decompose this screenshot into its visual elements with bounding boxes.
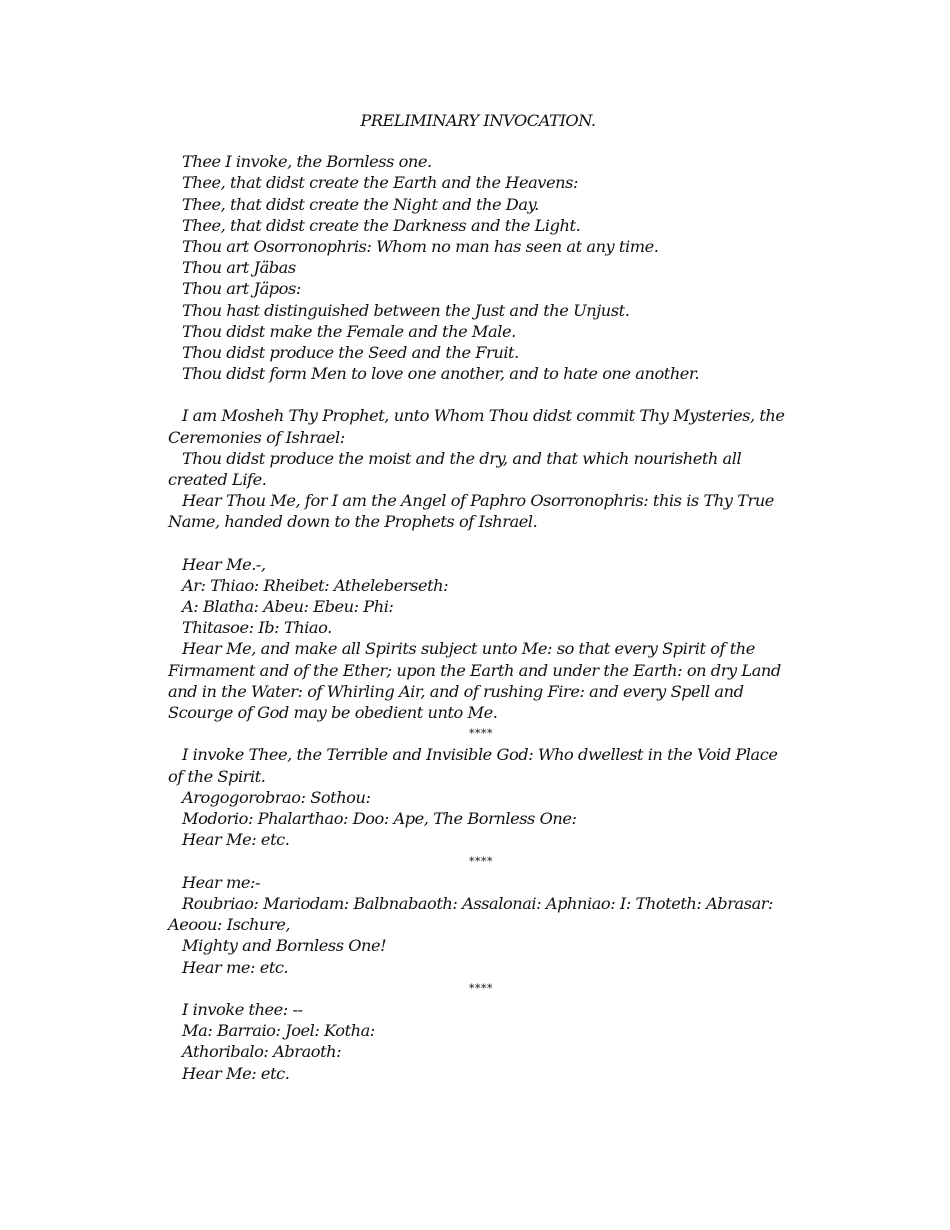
text-line: Thitasoe: Ib: Thiao. [182, 618, 332, 638]
text-line: Hear me: etc. [182, 957, 289, 977]
text-line: Thee, that didst create the Earth and the Heavens: [182, 173, 578, 193]
text-line: Thou art Osorronophris: Whom no man has seen at any time. [182, 237, 659, 257]
text-line: Athoribalo: Abraoth: [182, 1042, 342, 1062]
text-line: Hear Me: etc. [182, 830, 290, 850]
invocation-section-3 [168, 554, 788, 724]
text-line: Hear Me: etc. [182, 1063, 290, 1083]
page-title: PRELIMINARY INVOCATION. [360, 111, 596, 130]
text-line: Thou didst form Men to love one another, and to hate one another. [182, 364, 700, 384]
invocation-section-4 [168, 744, 788, 850]
text-line: I invoke thee: -- [182, 999, 303, 1019]
section-separator: **** [469, 727, 493, 741]
text-line: Hear me:- [182, 872, 261, 892]
invocation-section-2 [168, 405, 788, 532]
text-line: Thou didst make the Female and the Male. [182, 321, 516, 341]
text-line: Hear Me.-, [182, 554, 266, 574]
text-line: Modorio: Phalarthao: Doo: Ape, The Bornless One: [182, 809, 577, 829]
text-paragraph: Roubriao: Mariodam: Balbnabaoth: Assalonai: Aphniao: I: Thoteth: Abrasar: Aeoou: Ischure, [168, 893, 774, 935]
text-paragraph: Hear Thou Me, for I am the Angel of Paphro Osorronophris: this is Thy True Name, handed down to the Prophets of Ishrael. [168, 491, 774, 532]
document-page [168, 110, 788, 1084]
text-paragraph: Thou didst produce the moist and the dry, and that which nourisheth all created Life. [168, 448, 742, 490]
text-line: Thee I invoke, the Bornless one. [182, 152, 432, 172]
text-paragraph: I am Mosheh Thy Prophet, unto Whom Thou didst commit Thy Mysteries, the Ceremonies of Ishrael: [168, 406, 785, 447]
text-paragraph: I invoke Thee, the Terrible and Invisible God: Who dwellest in the Void Place of the Spirit. [168, 745, 778, 786]
text-line: Thou art Jäbas [182, 258, 296, 278]
text-line: Ar: Thiao: Rheibet: Atheleberseth: [182, 575, 449, 595]
invocation-section-1 [168, 151, 788, 384]
text-line: Arogogorobrao: Sothou: [182, 787, 371, 807]
text-line: Thou didst produce the Seed and the Fruit. [182, 343, 519, 363]
text-line: Thou art Jäpos: [182, 279, 301, 299]
invocation-section-6 [168, 999, 788, 1084]
text-line: A: Blatha: Abeu: Ebeu: Phi: [182, 597, 394, 617]
text-line: Thou hast distinguished between the Just and the Unjust. [182, 300, 630, 320]
paragraph-gap [168, 533, 788, 554]
invocation-section-5 [168, 872, 788, 978]
text-line: Thee, that didst create the Night and the Day. [182, 194, 539, 214]
text-line: Ma: Barraio: Joel: Kotha: [182, 1021, 375, 1041]
section-separator: **** [469, 981, 493, 995]
text-line: Mighty and Bornless One! [182, 936, 387, 956]
text-line: Thee, that didst create the Darkness and the Light. [182, 215, 581, 235]
paragraph-gap [168, 384, 788, 405]
section-separator: **** [469, 854, 493, 868]
text-paragraph: Hear Me, and make all Spirits subject unto Me: so that every Spirit of the Firmament and of the Ether; upon the Earth and under the Earth: on dry Land and in the Water: of Whirling Air, and of rushing Fire: and every Spell and Scourge of God may be obedient unto Me. [168, 639, 781, 723]
